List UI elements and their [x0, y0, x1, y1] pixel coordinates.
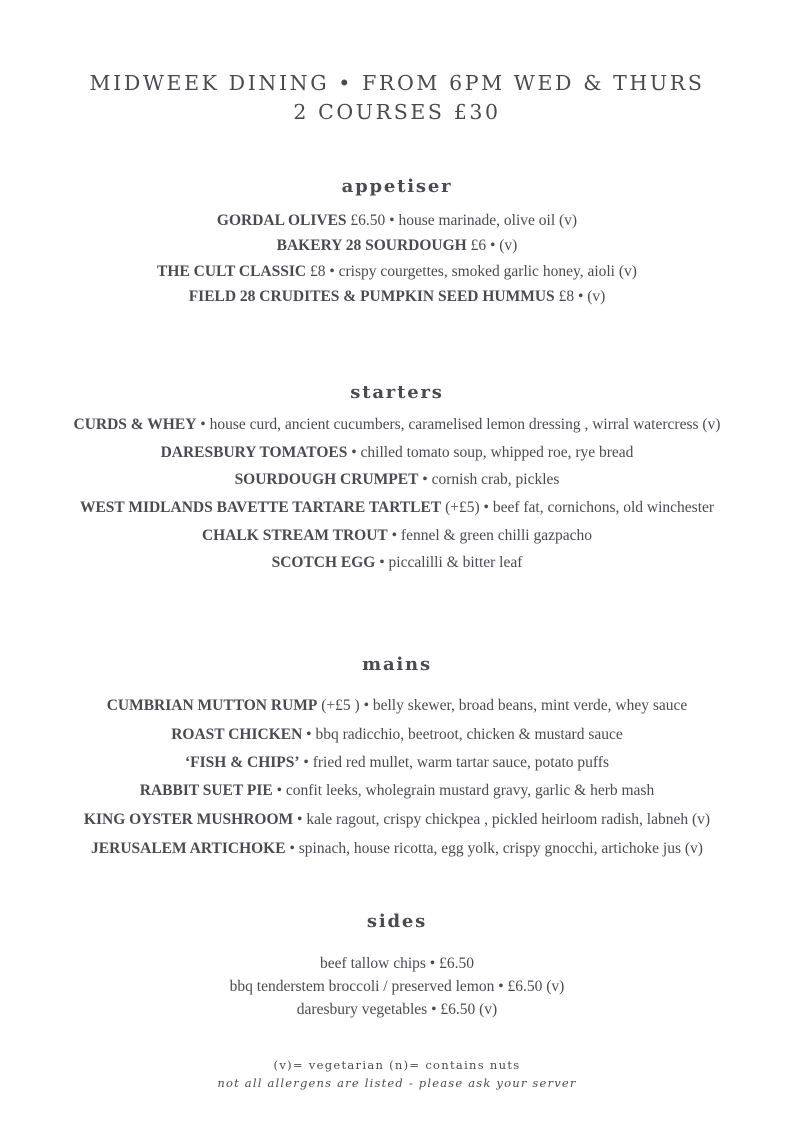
section-title-appetiser: appetiser — [341, 176, 453, 197]
menu-item — [0, 811, 794, 829]
item-name: CURDS & WHEY — [73, 416, 197, 433]
menu-item — [0, 416, 794, 434]
dietary-key: (v)= vegetarian (n)= contains nuts — [273, 1058, 521, 1072]
item-name: BAKERY 28 SOURDOUGH — [276, 237, 467, 254]
item-detail: £6.50 • house marinade, olive oil (v) — [350, 212, 578, 229]
menu-item — [0, 263, 794, 281]
menu-item — [0, 444, 794, 462]
item-name: CHALK STREAM TROUT — [201, 527, 388, 544]
section-title-sides: sides — [366, 911, 428, 932]
menu-item — [0, 212, 794, 230]
item-detail: (+£5 ) • belly skewer, broad beans, mint verde, whey sauce — [321, 697, 688, 714]
item-detail: • spinach, house ricotta, egg yolk, crispy gnocchi, artichoke jus (v) — [289, 840, 703, 857]
item-name: JERUSALEM ARTICHOKE — [91, 840, 286, 857]
item-name: GORDAL OLIVES — [216, 212, 347, 229]
item-name: THE CULT CLASSIC — [157, 263, 307, 280]
item-name: DARESBURY TOMATOES — [160, 444, 348, 461]
header-line-1: MIDWEEK DINING • FROM 6PM WED & THURS — [89, 71, 705, 95]
side-item: daresbury vegetables • £6.50 (v) — [296, 1001, 498, 1018]
item-name: SCOTCH EGG — [271, 554, 376, 571]
item-detail: • chilled tomato soup, whipped roe, rye bread — [351, 444, 634, 461]
section-title-mains: mains — [362, 654, 432, 675]
item-name: WEST MIDLANDS BAVETTE TARTARE TARTLET — [79, 499, 442, 516]
item-detail: • house curd, ancient cucumbers, caramelised lemon dressing , wirral watercress (v) — [200, 416, 721, 433]
item-name: SOURDOUGH CRUMPET — [234, 471, 419, 488]
item-detail: £8 • (v) — [558, 288, 606, 305]
allergen-note: not all allergens are listed - please ask your server — [217, 1076, 577, 1090]
item-name: RABBIT SUET PIE — [139, 782, 273, 799]
item-name: FIELD 28 CRUDITES & PUMPKIN SEED HUMMUS — [188, 288, 555, 305]
menu-item — [0, 754, 794, 772]
menu-item — [0, 527, 794, 545]
menu-item — [0, 471, 794, 489]
item-detail: • fennel & green chilli gazpacho — [391, 527, 592, 544]
item-detail: (+£5) • beef fat, cornichons, old winchester — [445, 499, 715, 516]
menu-item — [0, 726, 794, 744]
menu-item — [0, 782, 794, 800]
item-name: ‘FISH & CHIPS’ — [185, 754, 300, 771]
menu-item — [0, 499, 794, 517]
item-detail: • confit leeks, wholegrain mustard gravy, garlic & herb mash — [276, 782, 655, 799]
menu-item — [0, 840, 794, 858]
item-detail: • fried red mullet, warm tartar sauce, potato puffs — [303, 754, 609, 771]
item-name: ROAST CHICKEN — [171, 726, 303, 743]
item-detail: £8 • crispy courgettes, smoked garlic honey, aioli (v) — [309, 263, 637, 280]
header-line-2: 2 COURSES £30 — [293, 100, 501, 124]
item-detail: • piccalilli & bitter leaf — [379, 554, 523, 571]
menu-item — [0, 288, 794, 306]
section-title-starters: starters — [350, 382, 444, 403]
item-detail: • bbq radicchio, beetroot, chicken & mustard sauce — [306, 726, 623, 743]
side-item: beef tallow chips • £6.50 — [320, 955, 474, 972]
menu-item — [0, 554, 794, 572]
item-name: KING OYSTER MUSHROOM — [83, 811, 294, 828]
item-name: CUMBRIAN MUTTON RUMP — [106, 697, 318, 714]
menu-item — [0, 697, 794, 715]
side-item: bbq tenderstem broccoli / preserved lemon • £6.50 (v) — [229, 978, 565, 995]
menu-item — [0, 237, 794, 255]
item-detail: • kale ragout, crispy chickpea , pickled heirloom radish, labneh (v) — [297, 811, 711, 828]
item-detail: • cornish crab, pickles — [422, 471, 560, 488]
item-detail: £6 • (v) — [470, 237, 518, 254]
